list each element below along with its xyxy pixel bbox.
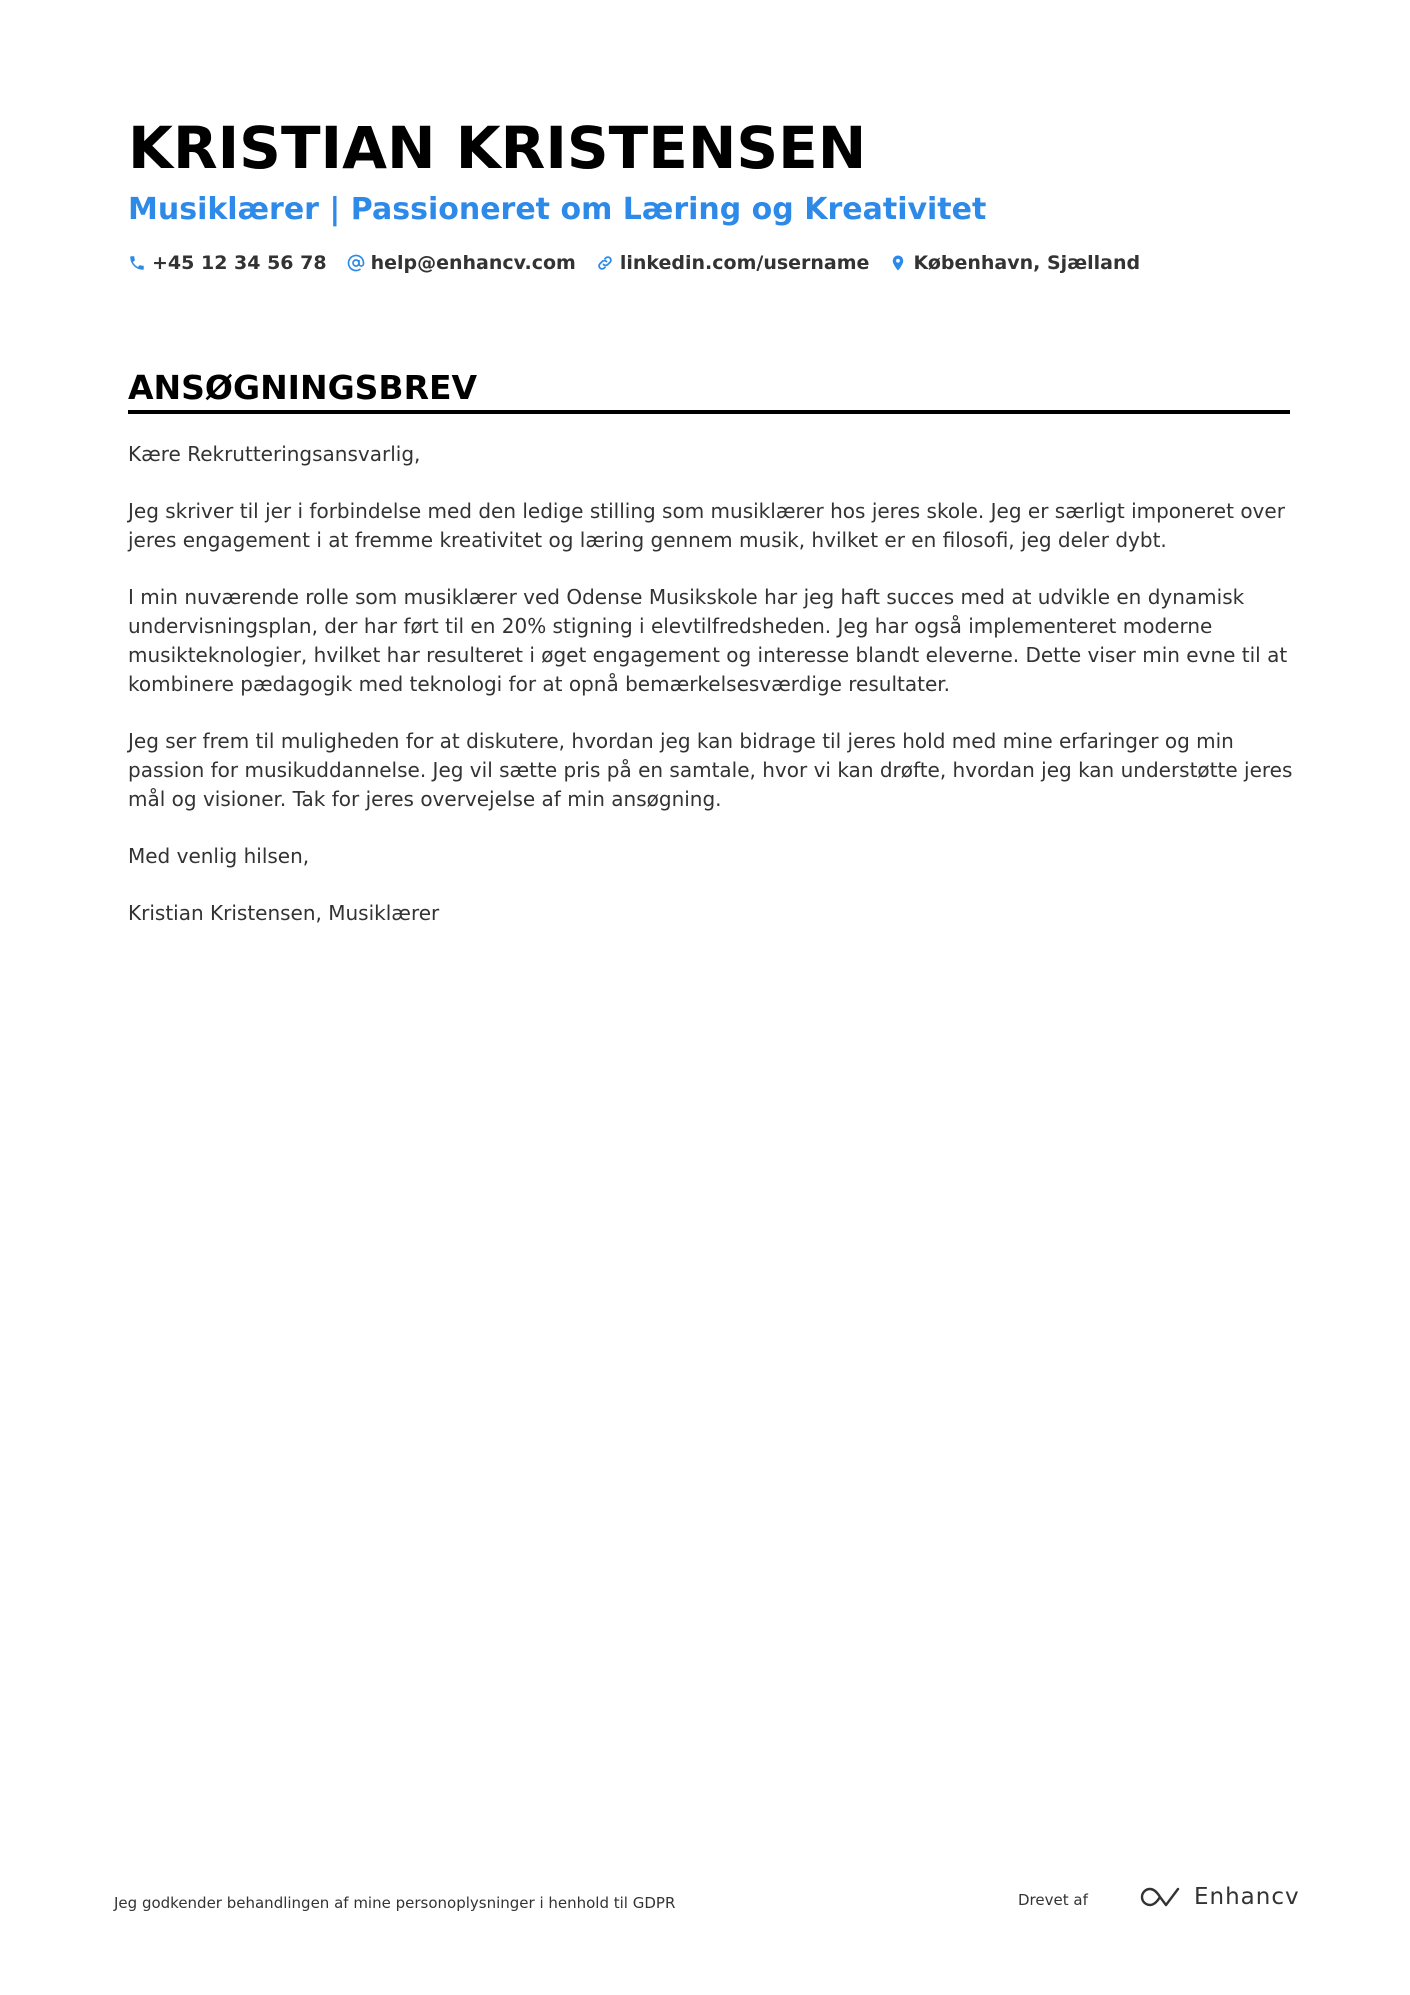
contact-email [347, 252, 576, 274]
location-pin-icon [889, 254, 907, 272]
contact-email-text: help@enhancv.com [370, 252, 576, 274]
letter-paragraph: I min nuværende rolle som musiklærer ved Odense Musikskole har jeg haft succes med at udvikle en dynamisk undervisningsplan, der har ført til en 20% stigning i elevtilfredsheden. Jeg har også implementeret moderne musikteknologier, hvilket har resulteret i øget engagement og interesse blandt eleverne. Dette viser min evne til at kombinere pædagogik med teknologi for at opnå bemærkelsesværdige resultater. [128, 585, 1288, 696]
brand-logo[interactable] [1138, 1884, 1300, 1910]
contact-linkedin [596, 252, 870, 274]
contact-location [889, 252, 1140, 274]
contact-linkedin-text: linkedin.com/username [619, 252, 870, 274]
phone-icon [128, 254, 146, 272]
contact-location-text: København, Sjælland [913, 252, 1141, 274]
contact-phone [128, 252, 327, 274]
enhancv-logo-icon [1138, 1884, 1184, 1910]
candidate-name: KRISTIAN KRISTENSEN [128, 114, 867, 182]
candidate-title: Musiklærer | Passioneret om Læring og Kreativitet [128, 192, 987, 227]
brand-name: Enhancv [1194, 1884, 1300, 1910]
letter-paragraph: Jeg ser frem til muligheden for at diskutere, hvordan jeg kan bidrage til jeres hold med mine erfaringer og min passion for musikuddannelse. Jeg vil sætte pris på en samtale, hvor vi kan drøfte, hvordan jeg kan understøtte jeres mål og visioner. Tak for jeres overvejelse af min ansøgning. [128, 729, 1293, 811]
letter-closing: Med venlig hilsen, [128, 844, 310, 868]
letter-paragraph: Jeg skriver til jer i forbindelse med den ledige stilling som musiklærer hos jeres skole. Jeg er særligt imponeret over jeres engagement i at fremme kreativitet og læring gennem musik, hvilket er en filosofi, jeg deler dybt. [128, 499, 1285, 552]
link-icon [596, 254, 614, 272]
letter-greeting: Kære Rekrutteringsansvarlig, [128, 442, 421, 466]
contact-bar [128, 252, 1160, 274]
section-divider [128, 410, 1290, 414]
letter-body [128, 440, 1294, 956]
letter-signature: Kristian Kristensen, Musiklærer [128, 901, 440, 925]
powered-by-label: Drevet af [1018, 1891, 1088, 1909]
gdpr-consent: Jeg godkender behandlingen af mine personoplysninger i henhold til GDPR [114, 1894, 676, 1912]
at-icon [347, 254, 365, 272]
contact-phone-text: +45 12 34 56 78 [152, 252, 327, 274]
section-title: ANSØGNINGSBREV [128, 368, 478, 407]
